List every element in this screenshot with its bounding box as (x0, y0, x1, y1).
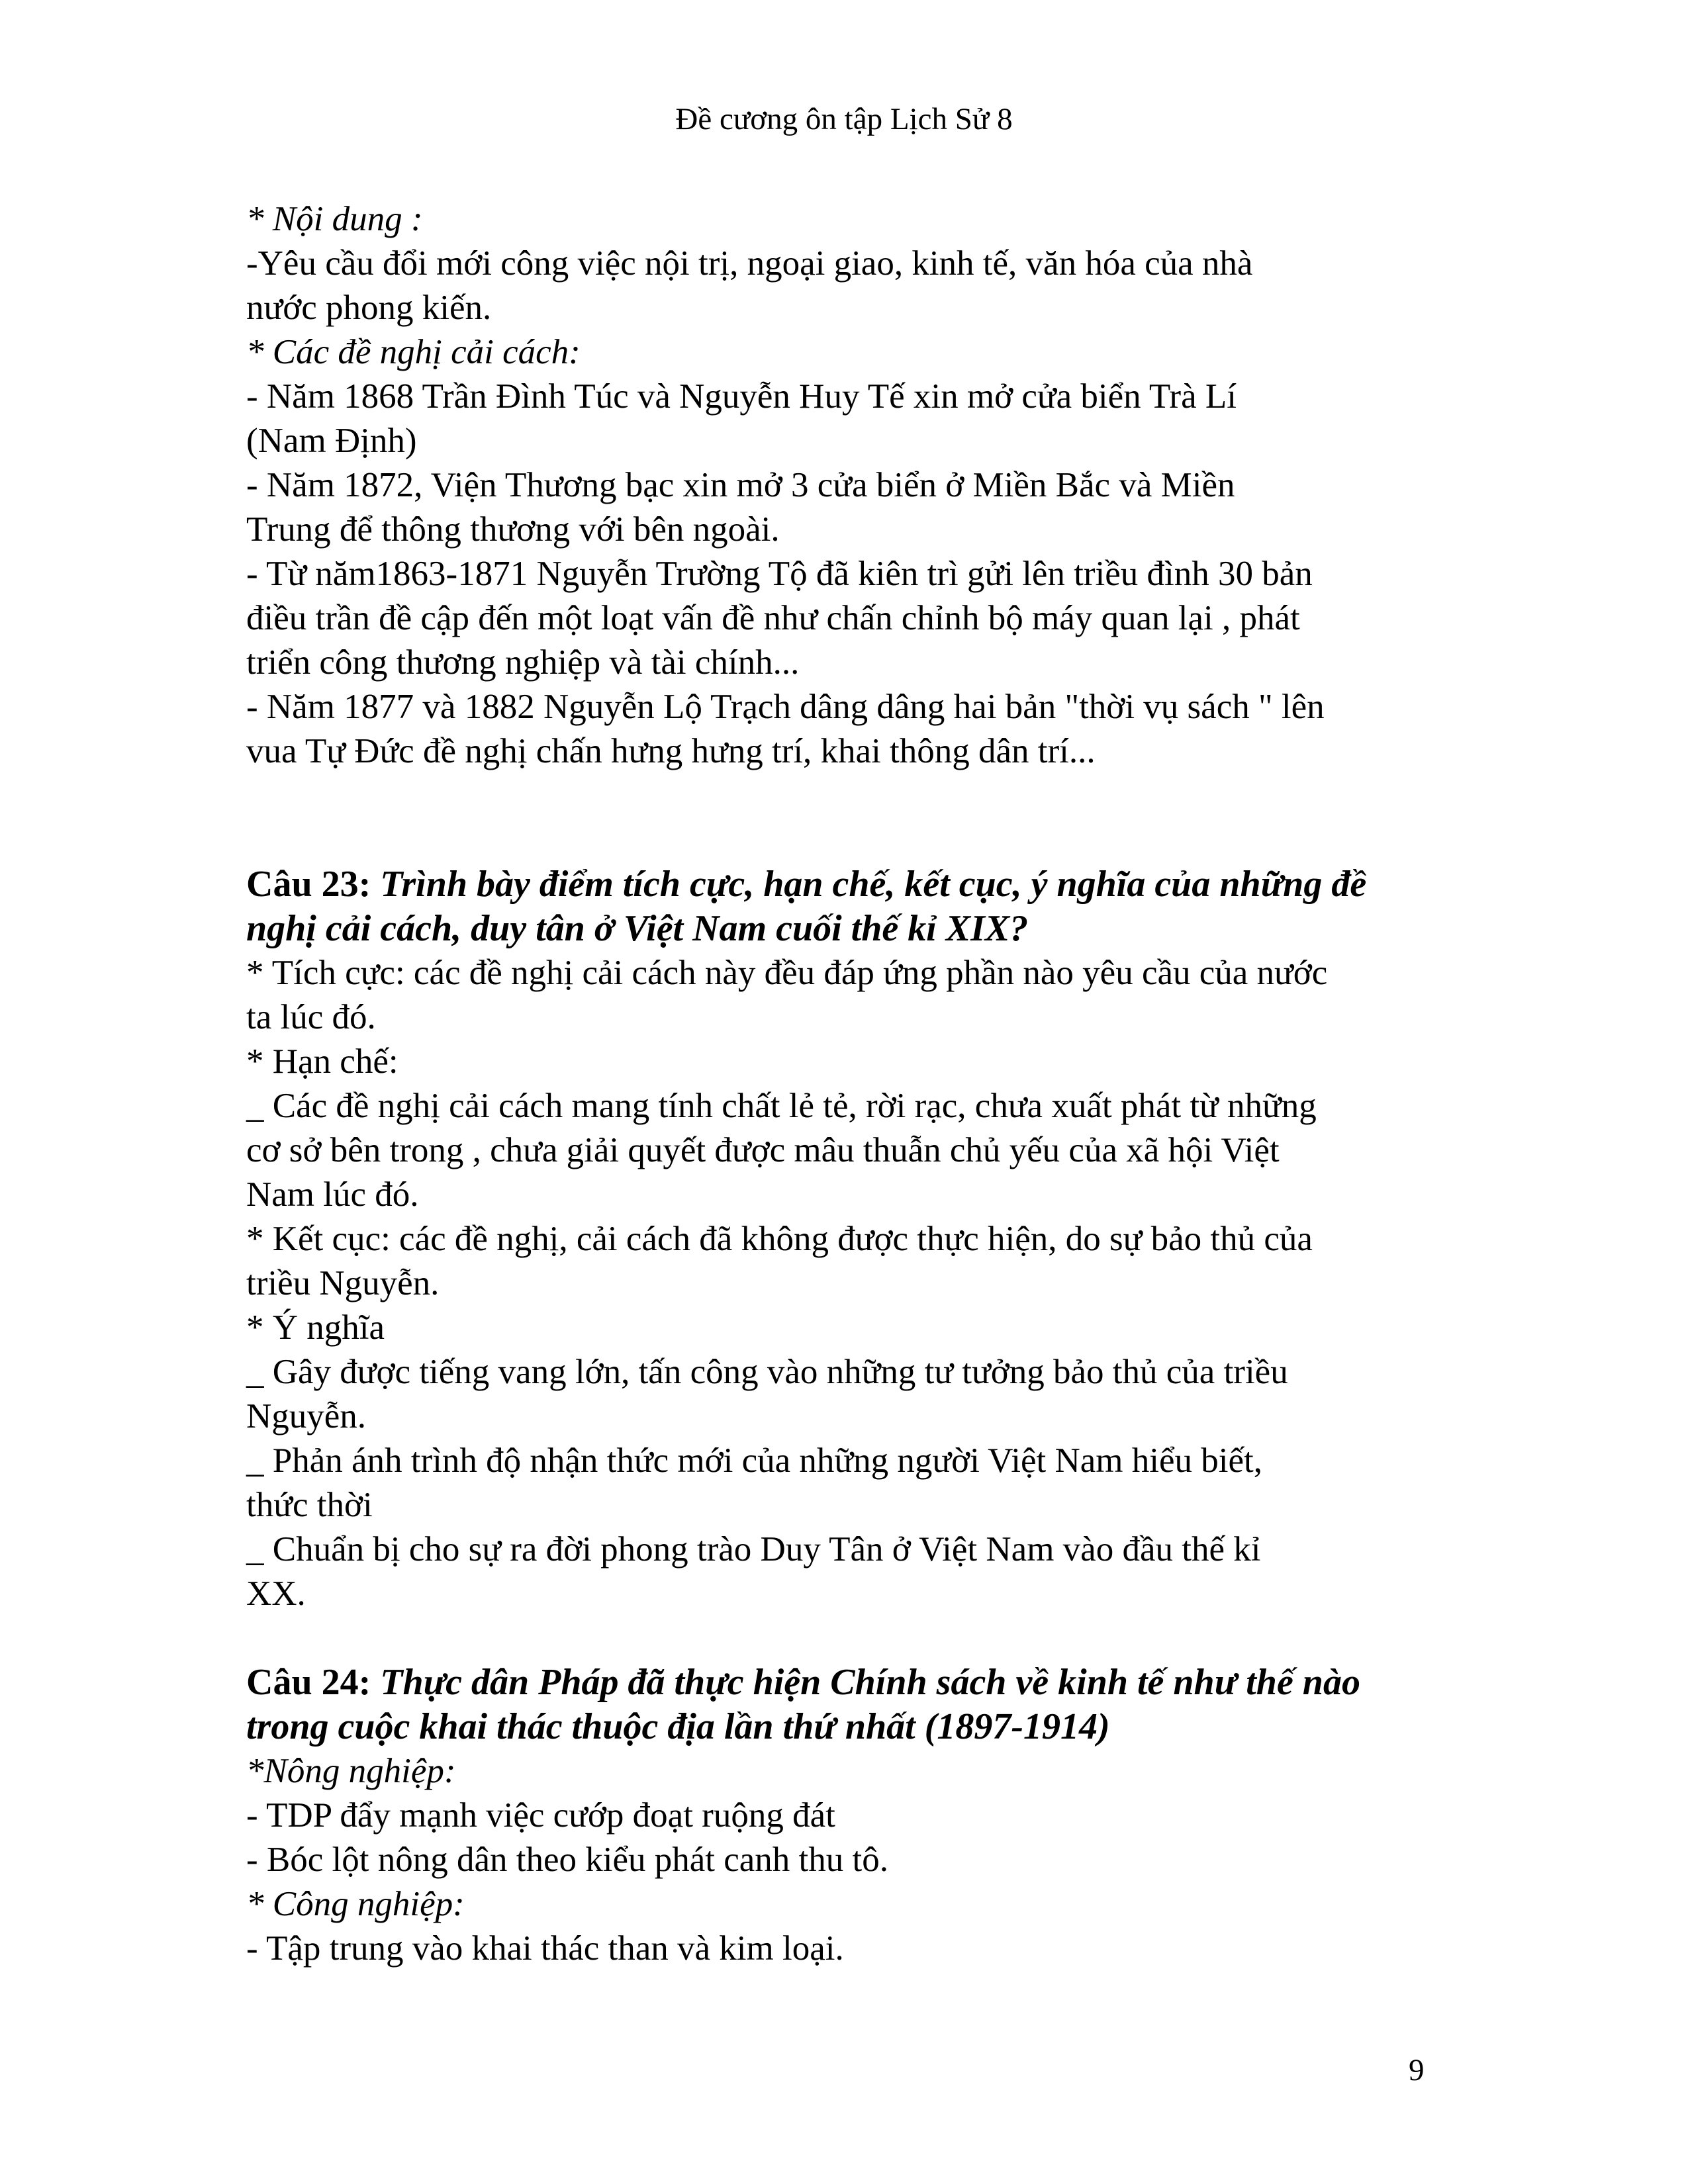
text-line: điều trần đề cập đến một loạt vấn đề như chấn chỉnh bộ máy quan lại , phát (246, 599, 1300, 637)
answer-line: * Tích cực: các đề nghị cải cách này đều đáp ứng phần nào yêu cầu của nước (246, 954, 1328, 992)
section-reform-content (246, 197, 1451, 774)
question-23 (246, 862, 1451, 1616)
answer-line: Nguyễn. (246, 1397, 367, 1435)
question-24-heading (246, 1661, 1451, 1705)
text-line: -Yêu cầu đổi mới công việc nội trị, ngoại giao, kinh tế, văn hóa của nhà (246, 244, 1253, 283)
question-24-text: Thực dân Pháp đã thực hiện Chính sách về kinh tế như thế nào (380, 1662, 1360, 1703)
answer-line: _ Chuẩn bị cho sự ra đời phong trào Duy Tân ở Việt Nam vào đầu thế kỉ (246, 1530, 1261, 1569)
text-line: - Năm 1872, Viện Thương bạc xin mở 3 cửa biển ở Miền Bắc và Miền (246, 466, 1235, 504)
question-24-text-continued: trong cuộc khai thác thuộc địa lần thứ nhất (1897-1914) (246, 1706, 1110, 1747)
answer-line: - TDP đẩy mạnh việc cướp đoạt ruộng đát (246, 1796, 835, 1835)
text-line: (Nam Định) (246, 422, 417, 460)
answer-line: _ Phản ánh trình độ nhận thức mới của những người Việt Nam hiểu biết, (246, 1441, 1262, 1480)
question-23-heading (246, 862, 1451, 907)
answer-line: - Bóc lột nông dân theo kiểu phát canh thu tô. (246, 1841, 888, 1879)
document-body (246, 197, 1451, 1971)
question-23-text-continued: nghị cải cách, duy tân ở Việt Nam cuối thế kỉ XIX? (246, 908, 1029, 949)
answer-line: triều Nguyễn. (246, 1264, 440, 1302)
page-header: Đề cương ôn tập Lịch Sử 8 (675, 102, 1013, 136)
text-line: vua Tự Đức đề nghị chấn hưng hưng trí, khai thông dân trí... (246, 732, 1096, 770)
question-24 (246, 1661, 1451, 1971)
cong-nghiep-heading: * Công nghiệp: (246, 1885, 465, 1923)
question-23-label: Câu 23: (246, 864, 371, 905)
text-line: - Năm 1877 và 1882 Nguyễn Lộ Trạch dâng dâng hai bản "thời vụ sách " lên (246, 688, 1325, 726)
question-24-label: Câu 24: (246, 1662, 371, 1703)
answer-line: ta lúc đó. (246, 998, 376, 1036)
answer-line: - Tập trung vào khai thác than và kim loại. (246, 1929, 844, 1968)
answer-line: * Hạn chế: (246, 1042, 399, 1081)
answer-line: _ Gây được tiếng vang lớn, tấn công vào những tư tưởng bảo thủ của triều (246, 1353, 1288, 1391)
nong-nghiep-heading: *Nông nghiệp: (246, 1752, 456, 1790)
text-line: triển công thương nghiệp và tài chính... (246, 643, 800, 682)
answer-line: _ Các đề nghị cải cách mang tính chất lẻ tẻ, rời rạc, chưa xuất phát từ những (246, 1087, 1317, 1125)
de-nghi-heading: * Các đề nghị cải cách: (246, 333, 581, 371)
answer-line: * Kết cục: các đề nghị, cải cách đã không được thực hiện, do sự bảo thủ của (246, 1220, 1313, 1258)
question-23-text: Trình bày điểm tích cực, hạn chế, kết cục, ý nghĩa của những đề (380, 864, 1367, 905)
text-line: nước phong kiến. (246, 289, 492, 327)
text-line: - Từ năm1863-1871 Nguyễn Trường Tộ đã kiên trì gửi lên triều đình 30 bản (246, 555, 1313, 593)
page-number: 9 (1409, 2053, 1425, 2087)
noi-dung-heading: * Nội dung : (246, 200, 423, 238)
answer-line: cơ sở bên trong , chưa giải quyết được mâu thuẫn chủ yếu của xã hội Việt (246, 1131, 1280, 1169)
answer-line: * Ý nghĩa (246, 1308, 385, 1347)
answer-line: XX. (246, 1574, 306, 1613)
text-line: Trung để thông thương với bên ngoài. (246, 510, 780, 549)
answer-line: thức thời (246, 1486, 373, 1524)
answer-line: Nam lúc đó. (246, 1175, 419, 1214)
text-line: - Năm 1868 Trần Đình Túc và Nguyễn Huy Tế xin mở cửa biển Trà Lí (246, 377, 1237, 416)
